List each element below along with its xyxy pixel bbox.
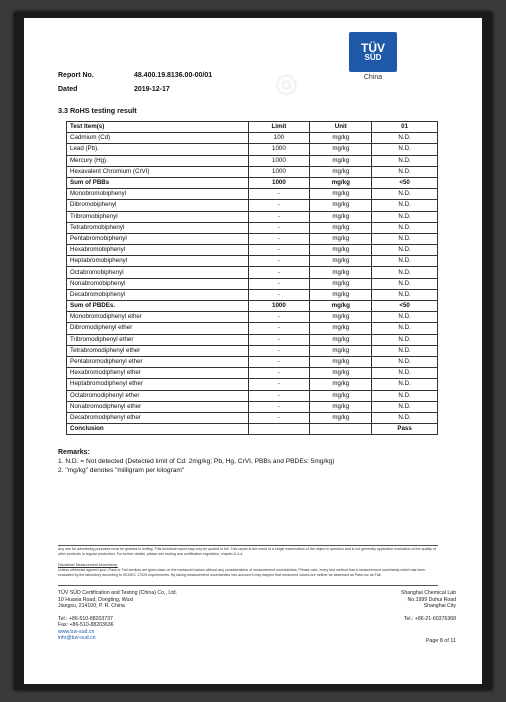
- watermark: ◎: [267, 64, 303, 102]
- table-cell-unit: mg/kg: [310, 289, 372, 300]
- table-cell-result: N.D.: [372, 278, 438, 289]
- table-cell-unit: mg/kg: [310, 312, 372, 323]
- table-cell-item: Hexabromobiphenyl: [67, 245, 249, 256]
- remarks: [58, 448, 335, 475]
- tuv-badge: TÜV SÜD: [349, 32, 397, 72]
- footer-line: Shanghai City: [423, 603, 456, 609]
- footer-line: Tel.: +86-21-60376368: [403, 615, 456, 622]
- divider: [58, 585, 438, 586]
- table-cell-item: Heptabromobiphenyl: [67, 256, 249, 267]
- table-cell-unit: mg/kg: [310, 334, 372, 345]
- table-cell-limit: 1000: [248, 301, 310, 312]
- table-cell-item: Hexavalent Chromium (CrVI): [67, 166, 249, 177]
- table-cell-result: <50: [372, 301, 438, 312]
- column-header: Unit: [310, 122, 372, 133]
- table-cell-limit: 1000: [248, 144, 310, 155]
- table-cell-unit: mg/kg: [310, 233, 372, 244]
- table-cell-unit: mg/kg: [310, 345, 372, 356]
- table-cell-unit: mg/kg: [310, 401, 372, 412]
- table-cell-unit: mg/kg: [310, 301, 372, 312]
- report-no-line: [58, 72, 212, 79]
- table-cell-limit: [248, 424, 310, 435]
- footer-line: Fax: +86-510-88203636: [58, 622, 114, 628]
- footer-right: [401, 590, 456, 622]
- dated-label: Dated: [58, 86, 78, 93]
- table-cell-result: N.D.: [372, 323, 438, 334]
- table-cell-unit: mg/kg: [310, 267, 372, 278]
- table-cell-limit: -: [248, 222, 310, 233]
- table-cell-item: Octabromobiphenyl: [67, 267, 249, 278]
- table-cell-unit: mg/kg: [310, 222, 372, 233]
- remark-item: 1. N.D. = Not detected (Detected limit of Cd: 2mg/kg; Pb, Hg, CrVI, PBBs and PBDEs: 5mg/kg): [58, 458, 335, 465]
- table-cell-unit: mg/kg: [310, 177, 372, 188]
- table-cell-result: N.D.: [372, 200, 438, 211]
- disclaimer-text: Any use for advertising purposes must be granted in writing. This technical report may only be quoted in full. This report is the result of a single examination of the object in question and is not generally applicable evaluation of the quality of other products in regular production. For further details, please see testing and certification regulation, chapter A-3.4.: [58, 547, 436, 556]
- table-cell-result: N.D.: [372, 222, 438, 233]
- table-cell-result: N.D.: [372, 368, 438, 379]
- table-row: [67, 289, 438, 300]
- table-cell-limit: -: [248, 233, 310, 244]
- table-body: [67, 133, 438, 435]
- table-cell-limit: -: [248, 312, 310, 323]
- table-cell-limit: -: [248, 278, 310, 289]
- table-row: [67, 177, 438, 188]
- table-cell-unit: mg/kg: [310, 211, 372, 222]
- table-row: [67, 401, 438, 412]
- table-row: [67, 144, 438, 155]
- dated-value: 2019-12-17: [133, 86, 170, 93]
- table-cell-unit: mg/kg: [310, 133, 372, 144]
- remarks-title: Remarks:: [58, 449, 90, 456]
- table-cell-item: Monobromodiphenyl ether: [67, 312, 249, 323]
- table-cell-result: N.D.: [372, 390, 438, 401]
- table-row: [67, 412, 438, 423]
- table-cell-item: Dibromobiphenyl: [67, 200, 249, 211]
- table-cell-limit: 1000: [248, 166, 310, 177]
- table-cell-limit: -: [248, 189, 310, 200]
- uncertainty-text: Unless otherwise agreed upon, Pass or Fail verdicts are given base on the measured values without any considerations of measurement uncertainties. Please note, every test method has a measurement uncertainty which has been evaluated by the laboratory according to ISO/IEC 17025 requirements. By taking measurement uncertainties into account it may happen that measured values are neither be assessed as Pass nor as Fail.: [58, 568, 426, 577]
- table-cell-result: N.D.: [372, 211, 438, 222]
- table-row: [67, 133, 438, 144]
- table-row: [67, 222, 438, 233]
- table-cell-item: Lead (Pb).: [67, 144, 249, 155]
- table-cell-unit: mg/kg: [310, 379, 372, 390]
- report-no-label: Report No.: [58, 72, 94, 79]
- table-cell-result: N.D.: [372, 356, 438, 367]
- table-cell-unit: mg/kg: [310, 166, 372, 177]
- footer-line: Jiangsu, 214100, P. R. China: [58, 603, 125, 609]
- table-cell-limit: 1000: [248, 177, 310, 188]
- table-cell-unit: mg/kg: [310, 200, 372, 211]
- table-cell-item: Tetrabromodiphenyl ether: [67, 345, 249, 356]
- table-cell-result: N.D.: [372, 155, 438, 166]
- table-row: [67, 424, 438, 435]
- table-row: [67, 166, 438, 177]
- table-cell-limit: 1000: [248, 155, 310, 166]
- dated-line: [58, 86, 170, 93]
- remark-item: 2. "mg/kg" denotes "milligram per kilogram": [58, 467, 185, 474]
- table-cell-limit: -: [248, 211, 310, 222]
- table-row: [67, 368, 438, 379]
- table-cell-item: Conclusion: [67, 424, 249, 435]
- table-cell-unit: mg/kg: [310, 412, 372, 423]
- table-cell-limit: -: [248, 345, 310, 356]
- table-row: [67, 312, 438, 323]
- column-header: Limit: [248, 122, 310, 133]
- table-cell-result: N.D.: [372, 345, 438, 356]
- table-cell-result: N.D.: [372, 189, 438, 200]
- table-cell-limit: -: [248, 390, 310, 401]
- table-row: [67, 267, 438, 278]
- table-cell-item: Sum of PBBs: [67, 177, 249, 188]
- table-cell-limit: -: [248, 267, 310, 278]
- email-link[interactable]: info@tuv-sud.cn: [58, 635, 96, 641]
- table-cell-item: Pentabromodiphenyl ether: [67, 356, 249, 367]
- table-cell-unit: mg/kg: [310, 144, 372, 155]
- table-cell-limit: -: [248, 379, 310, 390]
- report-no-value: 48.400.19.8136.00-00/01: [133, 72, 213, 79]
- table-cell-result: N.D.: [372, 166, 438, 177]
- footer-line: TÜV SÜD Certification and Testing (China) Co., Ltd.: [58, 590, 177, 596]
- table-cell-item: Tribromobiphenyl: [67, 211, 249, 222]
- table-cell-item: Pentabromobiphenyl: [67, 233, 249, 244]
- table-cell-result: N.D.: [372, 256, 438, 267]
- table-cell-limit: -: [248, 323, 310, 334]
- table-row: [67, 323, 438, 334]
- table-row: [67, 155, 438, 166]
- table-cell-result: Pass: [372, 424, 438, 435]
- table-cell-result: N.D.: [372, 312, 438, 323]
- table-row: [67, 189, 438, 200]
- table-cell-limit: -: [248, 412, 310, 423]
- table-cell-limit: -: [248, 368, 310, 379]
- table-cell-limit: -: [248, 256, 310, 267]
- table-cell-result: N.D.: [372, 401, 438, 412]
- table-cell-item: Cadmium (Cd): [67, 133, 249, 144]
- table-cell-result: N.D.: [372, 412, 438, 423]
- table-cell-unit: mg/kg: [310, 356, 372, 367]
- column-header: Test Item(s): [67, 122, 249, 133]
- table-cell-result: N.D.: [372, 267, 438, 278]
- table-cell-limit: 100: [248, 133, 310, 144]
- footer-line: Tel.: +86-510-88203737: [58, 615, 113, 622]
- column-header: 01: [372, 122, 438, 133]
- section-title: 3.3 RoHS testing result: [58, 106, 137, 115]
- table-cell-result: <50: [372, 177, 438, 188]
- page-number: Page 8 of 11: [425, 638, 456, 644]
- table-header-row: [67, 122, 438, 133]
- table-row: [67, 278, 438, 289]
- table-row: [67, 301, 438, 312]
- table-row: [67, 356, 438, 367]
- table-cell-item: Nonabromobiphenyl: [67, 278, 249, 289]
- table-cell-unit: mg/kg: [310, 256, 372, 267]
- table-row: [67, 256, 438, 267]
- table-cell-item: Heptabromodiphenyl ether: [67, 379, 249, 390]
- tuv-logo: [349, 32, 397, 80]
- table-cell-unit: mg/kg: [310, 155, 372, 166]
- table-cell-limit: -: [248, 245, 310, 256]
- table-cell-result: N.D.: [372, 233, 438, 244]
- table-cell-unit: mg/kg: [310, 245, 372, 256]
- table-cell-unit: mg/kg: [310, 278, 372, 289]
- table-cell-result: N.D.: [372, 245, 438, 256]
- table-row: [67, 200, 438, 211]
- table-cell-unit: mg/kg: [310, 368, 372, 379]
- divider: [58, 545, 438, 546]
- logo-country: China: [363, 74, 383, 81]
- footer-line: 10 Huaxia Road, Dongting, Wuxi: [58, 596, 134, 603]
- footer-line: Shanghai Chemical Lab: [400, 590, 456, 596]
- table-cell-unit: [310, 424, 372, 435]
- table-cell-limit: -: [248, 334, 310, 345]
- footer-left: [58, 590, 177, 642]
- table-cell-unit: mg/kg: [310, 323, 372, 334]
- table-cell-limit: -: [248, 356, 310, 367]
- table-cell-item: Hexabromodiphenyl ether: [67, 368, 249, 379]
- table-row: [67, 245, 438, 256]
- rohs-results-table: [66, 121, 438, 435]
- table-cell-result: N.D.: [372, 289, 438, 300]
- table-cell-limit: -: [248, 289, 310, 300]
- table-cell-unit: mg/kg: [310, 390, 372, 401]
- table-cell-item: Nonabromodiphenyl ether: [67, 401, 249, 412]
- table-cell-item: Sum of PBDEs.: [67, 301, 249, 312]
- table-cell-item: Octabromodiphenyl ether: [67, 390, 249, 401]
- table-cell-item: Tribromodiphenyl ether: [67, 334, 249, 345]
- table-cell-item: Decabromodiphenyl ether: [67, 412, 249, 423]
- table-row: [67, 379, 438, 390]
- table-cell-item: Dibromodiphenyl ether: [67, 323, 249, 334]
- table-cell-result: N.D.: [372, 144, 438, 155]
- table-row: [67, 345, 438, 356]
- table-row: [67, 390, 438, 401]
- table-cell-item: Mercury (Hg).: [67, 155, 249, 166]
- table-row: [67, 211, 438, 222]
- table-cell-result: N.D.: [372, 133, 438, 144]
- table-cell-limit: -: [248, 401, 310, 412]
- table-cell-unit: mg/kg: [310, 189, 372, 200]
- table-cell-item: Monobromobiphenyl: [67, 189, 249, 200]
- table-cell-item: Tetrabromobiphenyl: [67, 222, 249, 233]
- table-row: [67, 233, 438, 244]
- table-cell-limit: -: [248, 200, 310, 211]
- table-cell-result: N.D.: [372, 379, 438, 390]
- table-cell-item: Decabromobiphenyl: [67, 289, 249, 300]
- website-link[interactable]: www.tuv-sud.cn: [58, 628, 95, 635]
- uncertainty-title: Disclaimer Measurement Uncertainty:: [58, 563, 118, 567]
- table-cell-result: N.D.: [372, 334, 438, 345]
- table-row: [67, 334, 438, 345]
- footer-line: No.1999 Duhui Road: [407, 596, 456, 603]
